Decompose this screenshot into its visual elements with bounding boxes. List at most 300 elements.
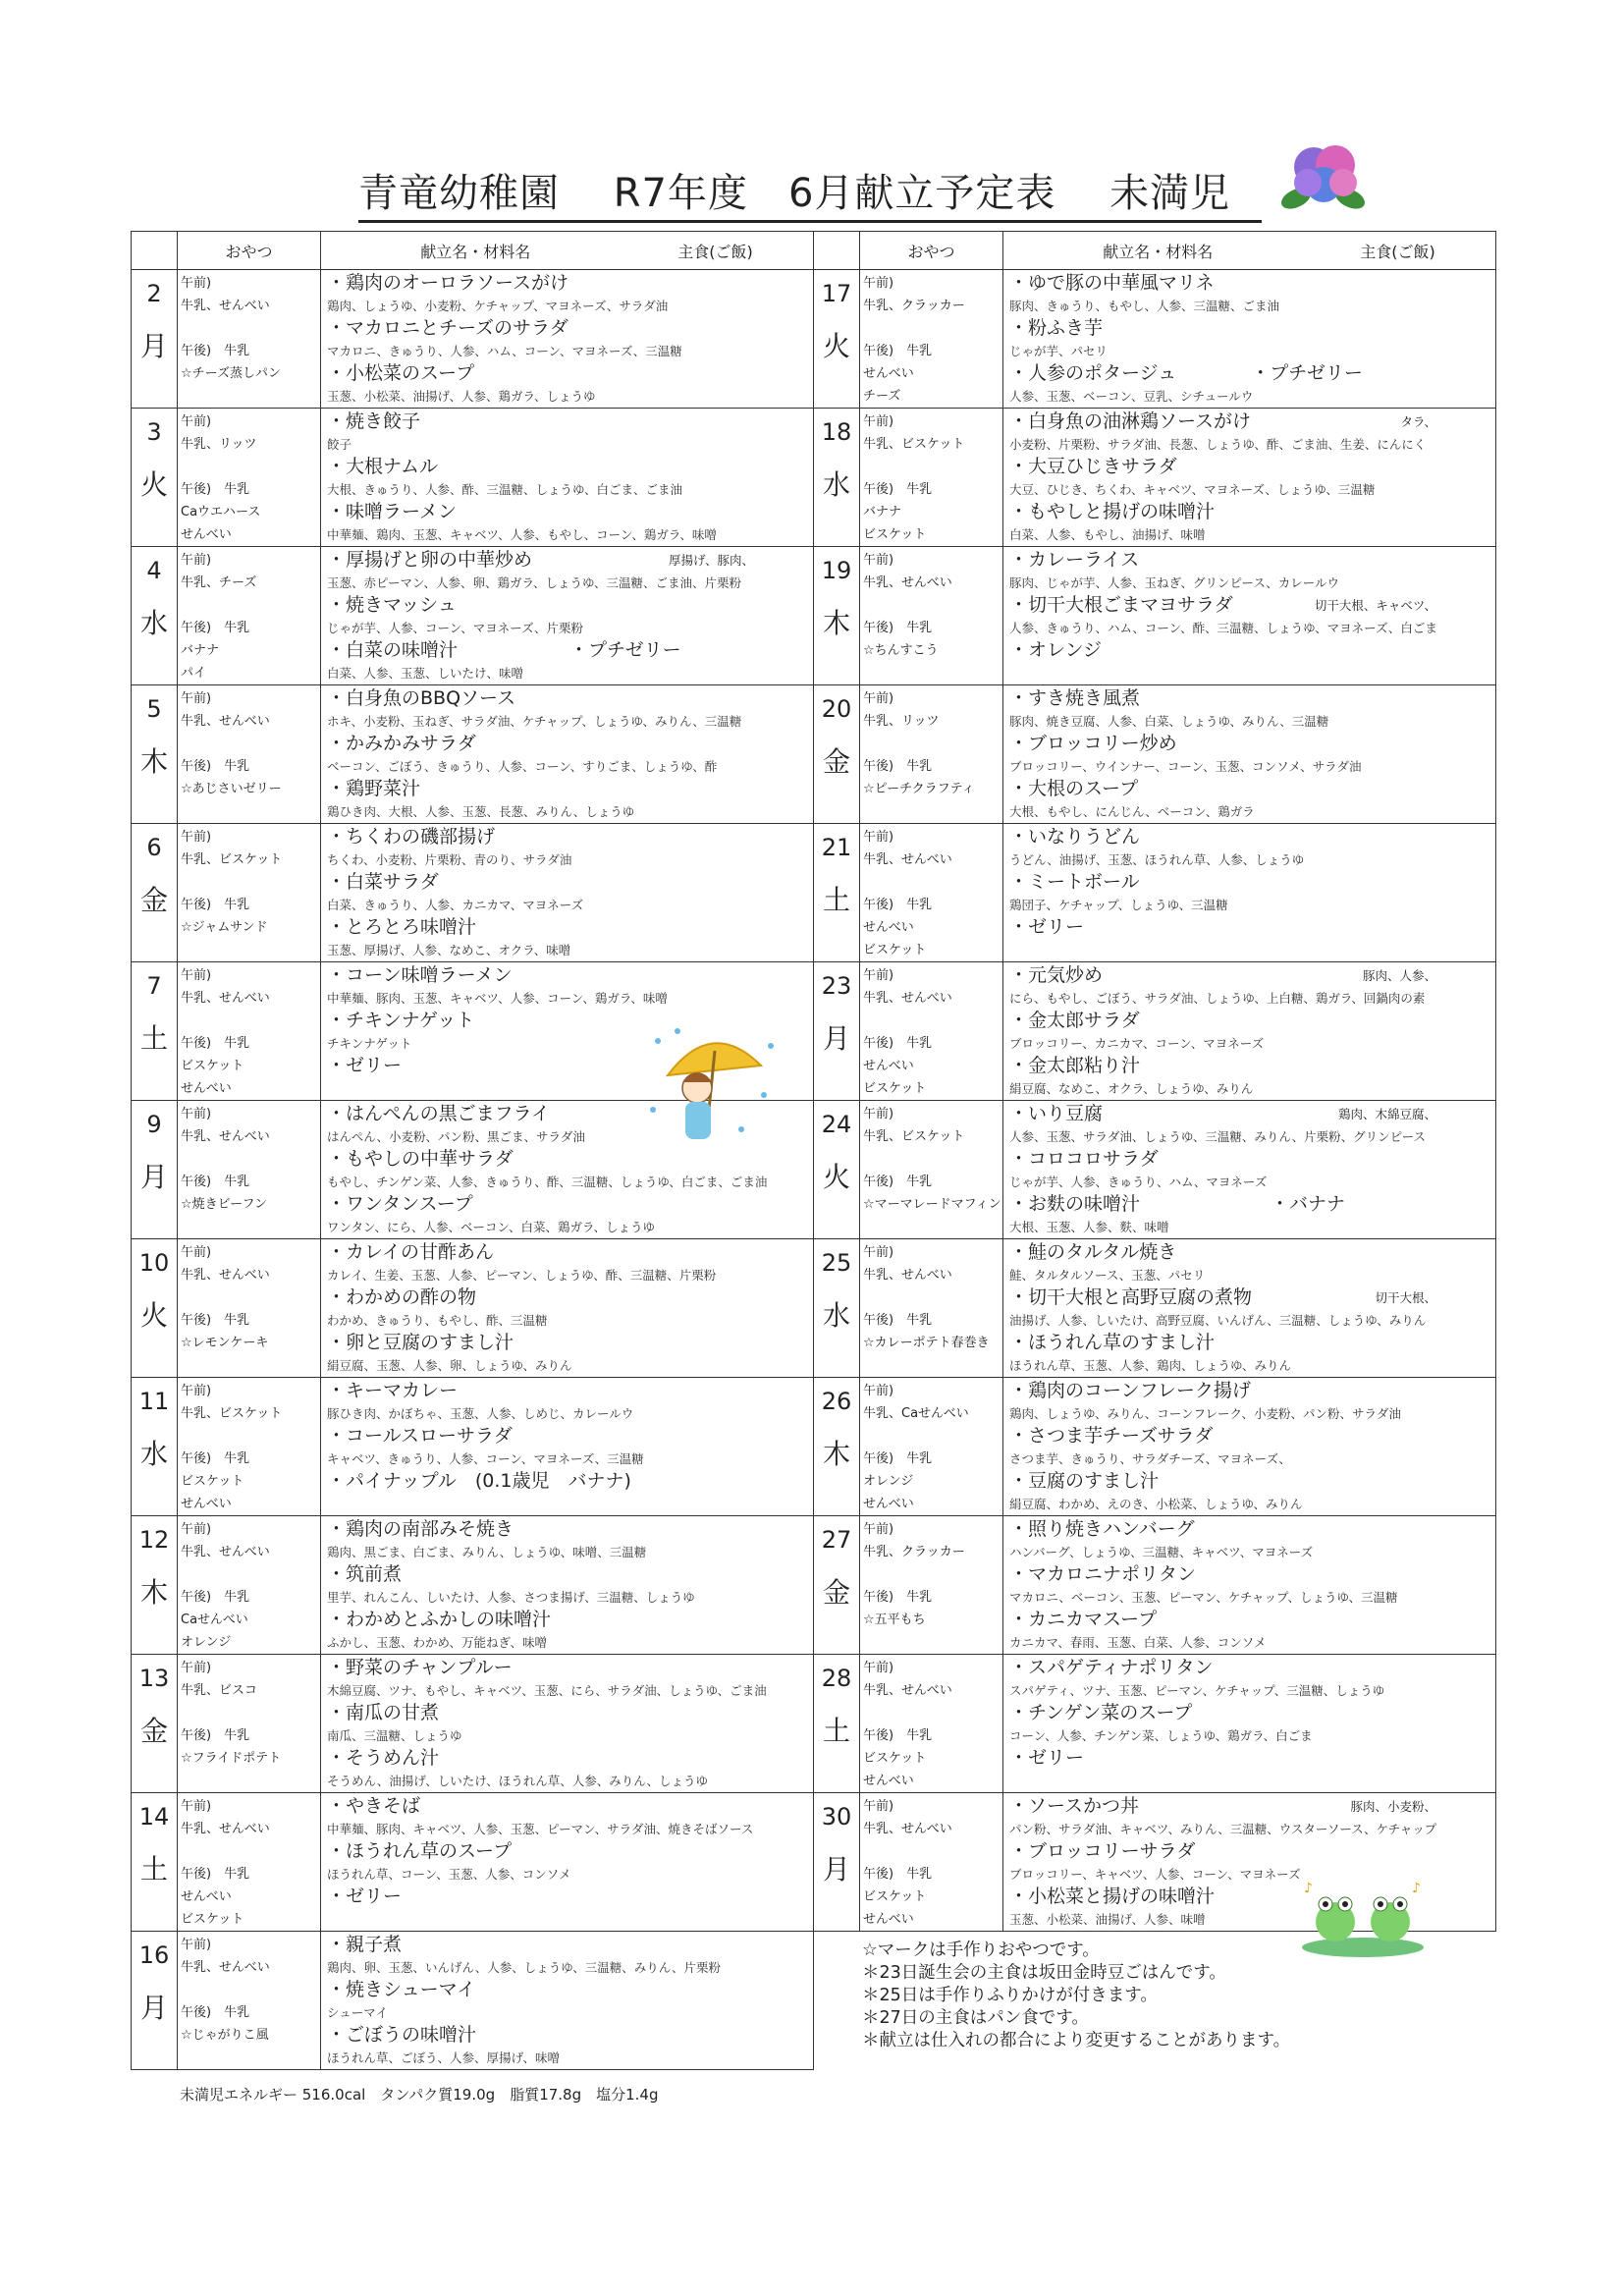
day-row xyxy=(132,547,814,685)
dish-name xyxy=(1009,1747,1495,1770)
line-text: 豚肉、じゃが芋、人参、玉ねぎ、グリンピース、カレールウ xyxy=(1009,575,1340,590)
page-title: 青竜幼稚園 R7年度 6月献立予定表 未満児 xyxy=(358,162,1262,223)
dish-name xyxy=(327,1470,813,1493)
ingredients xyxy=(327,340,813,362)
line-text: 小麦粉、片栗粉、サラダ油、長葱、しょうゆ、酢、ごま油、生姜、にんにく xyxy=(1009,437,1427,452)
day-number: 10 xyxy=(138,1249,170,1277)
line-text: 豚肉、きゅうり、もやし、人参、三温糖、ごま油 xyxy=(1009,299,1280,313)
dish-name xyxy=(327,1193,813,1216)
snack-cell xyxy=(860,685,1003,824)
snack-line: 午後) 牛乳 xyxy=(181,1590,250,1605)
snack-line: せんべい xyxy=(863,366,914,381)
dish-cell xyxy=(321,1655,814,1793)
line-text: ・ソースかつ丼 xyxy=(1009,1795,1140,1817)
line-text: ・もやしと揚げの味噌汁 xyxy=(1009,501,1216,522)
dish-name xyxy=(1009,1380,1495,1402)
snack-line: 午前) xyxy=(863,830,894,845)
ingredients xyxy=(327,800,813,823)
snack-line: せんべい xyxy=(181,1497,232,1511)
day-number: 27 xyxy=(821,1526,852,1554)
line-text: 豚肉、焼き豆腐、人参、白菜、しょうゆ、みりん、三温糖 xyxy=(1009,714,1329,729)
dish-cell xyxy=(321,547,814,685)
line-text: ・スパゲティナポリタン xyxy=(1009,1657,1214,1678)
ingredients xyxy=(327,1171,813,1193)
dish-name xyxy=(1009,826,1495,848)
dish-name xyxy=(327,639,813,662)
dish-name xyxy=(1009,639,1495,662)
snack-line: 牛乳、せんべい xyxy=(181,991,270,1006)
weekday: 水 xyxy=(822,468,850,501)
line-text: ・豆腐のすまし汁 xyxy=(1009,1470,1160,1492)
snack-cell xyxy=(860,409,1003,547)
dish-name xyxy=(327,410,813,433)
snack-line: 午後) 牛乳 xyxy=(181,1867,250,1882)
menu-table-right xyxy=(813,231,1496,1932)
day-row xyxy=(814,1516,1496,1655)
dish-name xyxy=(1009,916,1495,939)
dish-name xyxy=(327,549,813,572)
snack-cell xyxy=(860,547,1003,685)
note-line: ＊25日は手作りふりかけが付きます。 xyxy=(862,1986,1158,2005)
line-text: ・かみかみサラダ xyxy=(327,733,476,754)
ingredients xyxy=(1009,1724,1495,1747)
dish-name xyxy=(327,456,813,478)
dish-name xyxy=(327,1886,813,1908)
weekday: 土 xyxy=(822,1715,850,1747)
dish-name xyxy=(327,1840,813,1863)
ingredients xyxy=(1009,1032,1495,1055)
dish-cell xyxy=(1003,409,1496,547)
snack-cell xyxy=(860,1378,1003,1516)
line-text: ・コロコロサラダ xyxy=(1009,1148,1159,1170)
dish-name xyxy=(327,1380,813,1402)
day-number: 17 xyxy=(821,280,852,307)
day-cell xyxy=(814,962,860,1101)
snack-line: せんべい xyxy=(863,1497,914,1511)
line-text: ブロッコリー、キャベツ、人参、コーン、マヨネーズ xyxy=(1009,1867,1301,1882)
day-number: 6 xyxy=(146,834,162,861)
day-number: 7 xyxy=(146,972,162,1000)
dish-name xyxy=(1009,778,1495,800)
notes xyxy=(862,1940,1290,2052)
snack-line: 午前) xyxy=(863,414,894,429)
snack-line: 午後) 牛乳 xyxy=(181,898,250,912)
dish-name xyxy=(327,733,813,755)
snack-line xyxy=(181,1702,320,1724)
staple-note: 厚揚げ、豚肉、 xyxy=(668,553,754,568)
line-text: ・元気炒め xyxy=(1009,964,1104,986)
day-cell xyxy=(132,547,178,685)
line-text: 玉葱、厚揚げ、人参、なめこ、オクラ、味噌 xyxy=(327,943,571,957)
weekday: 月 xyxy=(139,1992,168,2024)
day-cell xyxy=(132,1793,178,1932)
weekday: 金 xyxy=(139,1715,168,1747)
snack-line: 午後) 牛乳 xyxy=(181,482,250,497)
snack-line: 牛乳、ビスコ xyxy=(181,1683,258,1698)
svg-text:♪: ♪ xyxy=(1412,1881,1421,1896)
snack-line: 午前) xyxy=(181,276,212,291)
line-text: 鶏肉、黒ごま、白ごま、みりん、しょうゆ、味噌、三温糖 xyxy=(327,1545,647,1559)
weekday: 金 xyxy=(822,745,850,778)
snack-line: 午前) xyxy=(863,276,894,291)
ingredients xyxy=(327,478,813,501)
ingredients xyxy=(1009,755,1495,778)
dish-name xyxy=(1009,362,1495,385)
snack-cell xyxy=(178,824,321,962)
line-text: ・ちくわの磯部揚げ xyxy=(327,826,496,847)
line-text: ほうれん草、玉葱、人参、鶏肉、しょうゆ、みりん xyxy=(1009,1358,1292,1373)
day-number: 20 xyxy=(821,695,852,723)
snack-line: 牛乳、リッツ xyxy=(863,714,940,729)
snack-line: ☆焼きビーフン xyxy=(181,1197,267,1212)
line-text: マカロニ、ベーコン、玉葱、ピーマン、ケチャップ、しょうゆ、三温糖 xyxy=(1009,1590,1398,1605)
snack-line: Caせんべい xyxy=(181,1613,248,1627)
line-text: 中華麺、鶏肉、玉葱、キャベツ、人参、もやし、コーン、鶏ガラ、味噌 xyxy=(327,527,717,542)
day-cell xyxy=(132,1378,178,1516)
weekday: 月 xyxy=(822,1022,850,1055)
snack-line: せんべい xyxy=(181,527,232,542)
dish-name xyxy=(1009,1055,1495,1077)
weekday: 水 xyxy=(822,1299,850,1332)
ingredients xyxy=(1009,1077,1495,1100)
line-text: 中華麺、豚肉、キャベツ、人参、玉葱、ピーマン、サラダ油、焼きそばソース xyxy=(327,1822,754,1836)
snack-cell xyxy=(860,1655,1003,1793)
day-header xyxy=(814,232,860,270)
day-number: 2 xyxy=(146,280,162,307)
line-text: ブロッコリー、カニカマ、コーン、マヨネーズ xyxy=(1009,1036,1265,1051)
snack-line: 牛乳、せんべい xyxy=(863,1822,952,1836)
line-text: じゃが芋、パセリ xyxy=(1009,344,1109,358)
line-text: ちくわ、小麦粉、片栗粉、青のり、サラダ油 xyxy=(327,852,572,867)
day-number: 5 xyxy=(146,695,162,723)
dish-cell xyxy=(1003,1101,1496,1239)
snack-line xyxy=(863,1702,1002,1724)
dish-cell xyxy=(321,1378,814,1516)
ingredients xyxy=(327,894,813,916)
snack-line: 午前) xyxy=(863,553,894,568)
ingredients xyxy=(1009,478,1495,501)
snack-line: 午前) xyxy=(863,1107,894,1121)
line-text: 人参、玉葱、サラダ油、しょうゆ、三温糖、みりん、片栗粉、グリンピース xyxy=(1009,1129,1427,1144)
snack-cell xyxy=(178,1516,321,1655)
snack-line: せんべい xyxy=(181,1889,232,1904)
day-row xyxy=(814,1101,1496,1239)
snack-line: 牛乳、せんべい xyxy=(181,299,270,313)
ingredients xyxy=(1009,1402,1495,1425)
dish-name xyxy=(327,1425,813,1448)
dish-name xyxy=(1009,501,1495,523)
dish-name xyxy=(327,1979,813,2001)
snack-line: ビスケット xyxy=(863,943,927,957)
ingredients xyxy=(1009,1354,1495,1377)
snack-cell xyxy=(178,1239,321,1378)
line-text: ・やきそば xyxy=(327,1795,421,1817)
dish-name xyxy=(1009,1286,1495,1309)
ingredients xyxy=(327,755,813,778)
snack-line: 午後) 牛乳 xyxy=(863,482,933,497)
line-text: はんぺん、小麦粉、パン粉、黒ごま、サラダ油 xyxy=(327,1129,585,1144)
snack-line xyxy=(863,1148,1002,1171)
day-row xyxy=(132,1516,814,1655)
day-cell xyxy=(814,1101,860,1239)
note-line: ＊23日誕生会の主食は坂田金時豆ごはんです。 xyxy=(862,1963,1226,1983)
day-cell xyxy=(132,685,178,824)
line-text: ・鮭のタルタル焼き xyxy=(1009,1241,1177,1263)
line-text: ・ほうれん草のすまし汁 xyxy=(1009,1332,1216,1353)
snack-line xyxy=(181,733,320,755)
ingredients xyxy=(1009,894,1495,916)
snack-cell xyxy=(178,270,321,409)
day-row xyxy=(814,409,1496,547)
snack-line: 午前) xyxy=(181,1938,212,1952)
line-text: 鶏肉、しょうゆ、小麦粉、ケチャップ、マヨネーズ、サラダ油 xyxy=(327,299,669,313)
snack-line: 午後) 牛乳 xyxy=(181,1451,250,1466)
staple-note: 鶏肉、木綿豆腐、 xyxy=(1337,1107,1436,1121)
line-text: ・大根のスープ xyxy=(1009,778,1139,799)
snack-line: ビスケット xyxy=(863,1081,927,1096)
ingredients xyxy=(327,1309,813,1332)
weekday: 火 xyxy=(139,1299,168,1332)
dish-name xyxy=(327,1148,813,1171)
line-text: ・オレンジ xyxy=(1009,639,1103,661)
line-text: ・白菜サラダ xyxy=(327,871,439,893)
day-row xyxy=(132,409,814,547)
dish-name xyxy=(327,1332,813,1354)
line-text: ・マカロニナポリタン xyxy=(1009,1563,1197,1585)
day-number: 25 xyxy=(821,1249,852,1277)
snack-line xyxy=(863,1563,1002,1586)
snack-line: 午後) 牛乳 xyxy=(863,759,933,774)
dish-name xyxy=(327,1241,813,1264)
dish-name xyxy=(327,1286,813,1309)
snack-line xyxy=(863,1010,1002,1032)
dish-cell xyxy=(321,1793,814,1932)
day-cell xyxy=(132,270,178,409)
day-number: 4 xyxy=(146,557,162,584)
snack-line xyxy=(181,1425,320,1448)
line-text: ・切干大根ごまマヨサラダ xyxy=(1009,594,1233,616)
dish-name xyxy=(1009,1657,1495,1679)
line-text: ・ほうれん草のスープ xyxy=(327,1840,513,1862)
ingredients xyxy=(327,939,813,961)
snack-line: ☆レモンケーキ xyxy=(181,1336,269,1350)
snack-line: 午後) 牛乳 xyxy=(181,759,250,774)
dish-header: 献立名・材料名 主食(ご飯) xyxy=(321,232,814,270)
line-text: 絹豆腐、なめこ、オクラ、しょうゆ、みりん xyxy=(1009,1081,1254,1096)
dish-name xyxy=(1009,272,1495,295)
weekday: 水 xyxy=(139,1438,168,1470)
ingredients xyxy=(327,433,813,456)
dish-name xyxy=(327,1934,813,1956)
line-text: ・小松菜と揚げの味噌汁 xyxy=(1009,1886,1216,1907)
snack-line: ☆ピーチクラフティ xyxy=(863,782,975,796)
snack-line: 午前) xyxy=(181,830,212,845)
ingredients xyxy=(1009,1171,1495,1193)
day-cell xyxy=(814,685,860,824)
line-text: ワンタン、にら、人参、ベーコン、白菜、鶏ガラ、しょうゆ xyxy=(327,1220,656,1234)
line-text: ・ごぼうの味噌汁 xyxy=(327,2024,477,2046)
line-text: ・いなりうどん xyxy=(1009,826,1141,847)
snack-line xyxy=(181,1563,320,1586)
ingredients xyxy=(1009,1770,1495,1792)
snack-line: 牛乳、せんべい xyxy=(181,1822,270,1836)
ingredients xyxy=(327,1541,813,1563)
snack-line: ☆五平もち xyxy=(863,1613,926,1627)
dish-name xyxy=(327,871,813,894)
snack-cell xyxy=(178,547,321,685)
line-text: カニカマ、春雨、玉葱、白菜、人参、コンソメ xyxy=(1009,1635,1267,1650)
line-text: ・マカロニとチーズのサラダ xyxy=(327,317,568,339)
line-text: マカロニ、きゅうり、人参、ハム、コーン、マヨネーズ、三温糖 xyxy=(327,344,682,358)
line-text: ほうれん草、ごぼう、人参、厚揚げ、味噌 xyxy=(327,2050,561,2065)
day-number: 13 xyxy=(138,1665,170,1692)
snack-line: 牛乳、せんべい xyxy=(863,1268,952,1283)
ingredients xyxy=(1009,1679,1495,1702)
dish-name xyxy=(1009,1332,1495,1354)
ingredients xyxy=(1009,572,1495,594)
snack-line: 午前) xyxy=(181,691,212,706)
ingredients xyxy=(1009,1264,1495,1286)
line-text: ホキ、小麦粉、玉ねぎ、サラダ油、ケチャップ、しょうゆ、みりん、三温糖 xyxy=(327,714,742,729)
day-number: 12 xyxy=(138,1526,170,1554)
dish-cell xyxy=(1003,1378,1496,1516)
dish-name xyxy=(1009,964,1495,987)
line-text: 南瓜、三温糖、しょうゆ xyxy=(327,1728,462,1743)
snack-cell xyxy=(178,409,321,547)
weekday: 月 xyxy=(139,1161,168,1193)
line-text: ・金太郎粘り汁 xyxy=(1009,1055,1141,1076)
snack-line: 午後) 牛乳 xyxy=(181,621,250,635)
snack-line: 午前) xyxy=(181,1799,212,1814)
dish-name xyxy=(327,1609,813,1631)
day-number: 11 xyxy=(138,1388,170,1415)
line-text: チキンナゲット xyxy=(327,1036,412,1051)
ingredients xyxy=(1009,1541,1495,1563)
dish-name xyxy=(1009,594,1495,617)
snack-line: 牛乳、ビスケット xyxy=(181,852,283,867)
ingredients xyxy=(327,523,813,546)
line-text: さつま芋、きゅうり、サラダチーズ、マヨネーズ、 xyxy=(1009,1451,1291,1466)
dish-name xyxy=(327,272,813,295)
ingredients xyxy=(327,295,813,317)
ingredients xyxy=(1009,295,1495,317)
line-text: ・わかめとふかしの味噌汁 xyxy=(327,1609,552,1630)
day-number: 28 xyxy=(821,1665,852,1692)
snack-line: チーズ xyxy=(863,389,901,404)
day-row xyxy=(132,1932,814,2070)
ingredients xyxy=(327,2047,813,2069)
snack-cell xyxy=(178,1378,321,1516)
snack-line xyxy=(181,1010,320,1032)
line-text: ・コーン味噌ラーメン xyxy=(327,964,513,986)
line-text: 油揚げ、人参、しいたけ、高野豆腐、いんげん、三温糖、しょうゆ、みりん xyxy=(1009,1313,1427,1328)
ingredients xyxy=(1009,848,1495,871)
snack-line: 午前) xyxy=(863,1799,894,1814)
day-row xyxy=(132,1378,814,1516)
snack-cell xyxy=(860,824,1003,962)
snack-line: ビスケット xyxy=(863,527,927,542)
weekday: 火 xyxy=(822,330,850,362)
line-text: 鶏団子、ケチャップ、しょうゆ、三温糖 xyxy=(1009,898,1228,912)
line-text: ・鶏肉のオーロラソースがけ xyxy=(327,272,569,294)
line-text: ・切干大根と高野豆腐の煮物 xyxy=(1009,1286,1253,1308)
line-text: 木綿豆腐、ツナ、もやし、キャベツ、玉葱、にら、サラダ油、しょうゆ、ごま油 xyxy=(327,1683,767,1698)
line-text: ・人参のポタージュ ・プチゼリー xyxy=(1009,362,1363,384)
nutrition-footer: 未満児エネルギー 516.0cal タンパク質19.0g 脂質17.8g 塩分1.4g xyxy=(180,2086,659,2104)
dish-name xyxy=(1009,1795,1495,1818)
day-cell xyxy=(132,962,178,1101)
snack-line: オレンジ xyxy=(863,1474,914,1489)
line-text: 人参、玉葱、ベーコン、豆乳、シチュールウ xyxy=(1009,389,1254,404)
line-text: ベーコン、ごぼう、きゅうり、人参、コーン、すりごま、しょうゆ、酢 xyxy=(327,759,718,774)
line-text: ・ワンタンスープ xyxy=(327,1193,473,1215)
snack-line: 午後) 牛乳 xyxy=(863,1451,933,1466)
line-text: 玉葱、小松菜、油揚げ、人参、味噌 xyxy=(1009,1912,1206,1927)
dish-name xyxy=(1009,456,1495,478)
dish-cell xyxy=(321,824,814,962)
dish-name xyxy=(1009,1609,1495,1631)
snack-line: 午前) xyxy=(181,968,212,983)
day-number: 26 xyxy=(821,1388,852,1415)
weekday: 土 xyxy=(139,1853,168,1886)
weekday: 土 xyxy=(139,1022,168,1055)
line-text: 鮭、タルタルソース、玉葱、パセリ xyxy=(1009,1268,1206,1283)
day-number: 9 xyxy=(146,1111,162,1138)
snack-cell xyxy=(860,1239,1003,1378)
line-text: ・鶏肉の南部みそ焼き xyxy=(327,1518,514,1540)
line-text: ・パイナップル (0.1歳児 バナナ) xyxy=(327,1470,631,1492)
line-text: 白菜、きゅうり、人参、カニカマ、マヨネーズ xyxy=(327,898,584,912)
line-text: ・照り焼きハンバーグ xyxy=(1009,1518,1195,1540)
dish-cell xyxy=(321,270,814,409)
line-text: ・大根ナムル xyxy=(327,456,439,477)
day-cell xyxy=(132,824,178,962)
snack-line: 午後) 牛乳 xyxy=(863,1036,933,1051)
line-text: そうめん、油揚げ、しいたけ、ほうれん草、人参、みりん、しょうゆ xyxy=(327,1774,709,1788)
dish-name xyxy=(327,501,813,523)
snack-line: 牛乳、せんべい xyxy=(181,1960,270,1975)
weekday: 木 xyxy=(822,607,850,639)
day-row xyxy=(814,1239,1496,1378)
snack-line: 牛乳、せんべい xyxy=(181,1129,270,1144)
menu-table-left xyxy=(131,231,814,2070)
dish-name xyxy=(1009,1563,1495,1586)
dish-cell xyxy=(321,685,814,824)
snack-cell xyxy=(178,1793,321,1932)
dish-name xyxy=(1009,410,1495,433)
snack-line: 牛乳、クラッカー xyxy=(863,299,965,313)
snack-line: 午前) xyxy=(863,1661,894,1675)
ingredients xyxy=(327,1631,813,1654)
snack-line: 午後) 牛乳 xyxy=(863,1175,933,1189)
dish-name xyxy=(1009,1148,1495,1171)
snack-line: Caウエハース xyxy=(181,505,261,519)
dish-cell xyxy=(1003,1655,1496,1793)
day-row xyxy=(132,824,814,962)
day-row xyxy=(132,270,814,409)
hydrangea-illustration xyxy=(1267,137,1375,216)
snack-header: おやつ xyxy=(178,232,321,270)
weekday: 金 xyxy=(822,1576,850,1609)
ingredients xyxy=(1009,340,1495,362)
snack-line: 牛乳、ビスケット xyxy=(863,437,965,452)
snack-line: 牛乳、せんべい xyxy=(181,1268,270,1283)
line-text: 人参、きゅうり、ハム、コーン、酢、三温糖、しょうゆ、マヨネーズ、白ごま xyxy=(1009,621,1437,635)
note-line: ☆マークは手作りおやつです。 xyxy=(862,1941,1100,1960)
line-text: 白菜、人参、玉葱、しいたけ、味噌 xyxy=(327,666,524,681)
line-text: ・大豆ひじきサラダ xyxy=(1009,456,1177,477)
line-text: パン粉、サラダ油、キャベツ、みりん、三温糖、ウスターソース、ケチャップ xyxy=(1009,1822,1437,1836)
